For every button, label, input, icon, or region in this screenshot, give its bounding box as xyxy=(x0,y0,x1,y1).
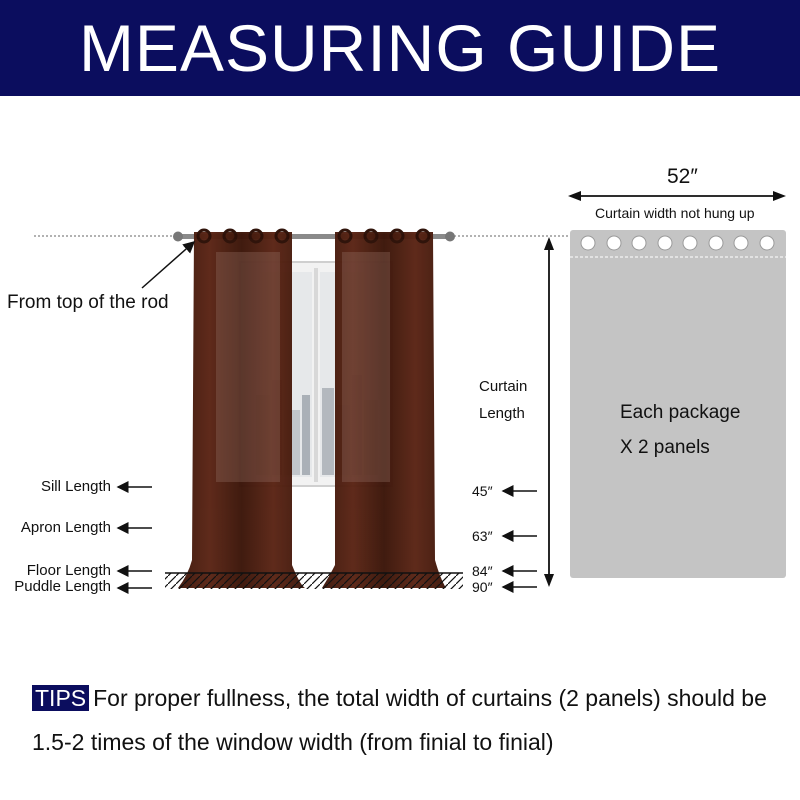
right-length-arrows xyxy=(503,491,537,587)
panel-width-note: Curtain width not hung up xyxy=(595,205,755,221)
curtain-length-line2: Length xyxy=(479,405,525,422)
rod-pointer-arrow xyxy=(142,242,194,288)
curtain-length-line1: Curtain xyxy=(479,378,528,395)
tips-section xyxy=(32,676,792,764)
left-length-arrows xyxy=(118,487,152,588)
floor-line xyxy=(165,573,463,589)
sill-length-label: Sill Length xyxy=(40,478,111,495)
left-curtain xyxy=(178,230,305,588)
floor-length-label: Floor Length xyxy=(26,562,111,579)
curtain-length-arrow xyxy=(544,237,554,587)
floor-length-value: 84″ xyxy=(472,563,493,579)
panel-text-line2: X 2 panels xyxy=(620,437,710,458)
tips-text: For proper fullness, the total width of curtains (2 panels) should be 1.5-2 times of the window width (from finial to finial) xyxy=(32,685,767,755)
panel-description xyxy=(620,395,740,465)
right-curtain xyxy=(322,230,446,588)
tips-badge: TIPS xyxy=(32,685,89,711)
panel-text-line1: Each package xyxy=(620,402,741,423)
sill-length-value: 45″ xyxy=(472,483,493,499)
page-title: MEASURING GUIDE xyxy=(78,11,722,85)
width-arrow xyxy=(568,191,786,201)
curtain-length-label xyxy=(479,373,527,427)
puddle-length-label: Puddle Length xyxy=(14,578,111,595)
apron-length-label: Apron Length xyxy=(20,519,111,536)
puddle-length-value: 90″ xyxy=(472,579,493,595)
apron-length-value: 63″ xyxy=(472,528,493,544)
panel-width-value: 52″ xyxy=(667,165,698,188)
rod-label: From top of the rod xyxy=(7,292,169,313)
